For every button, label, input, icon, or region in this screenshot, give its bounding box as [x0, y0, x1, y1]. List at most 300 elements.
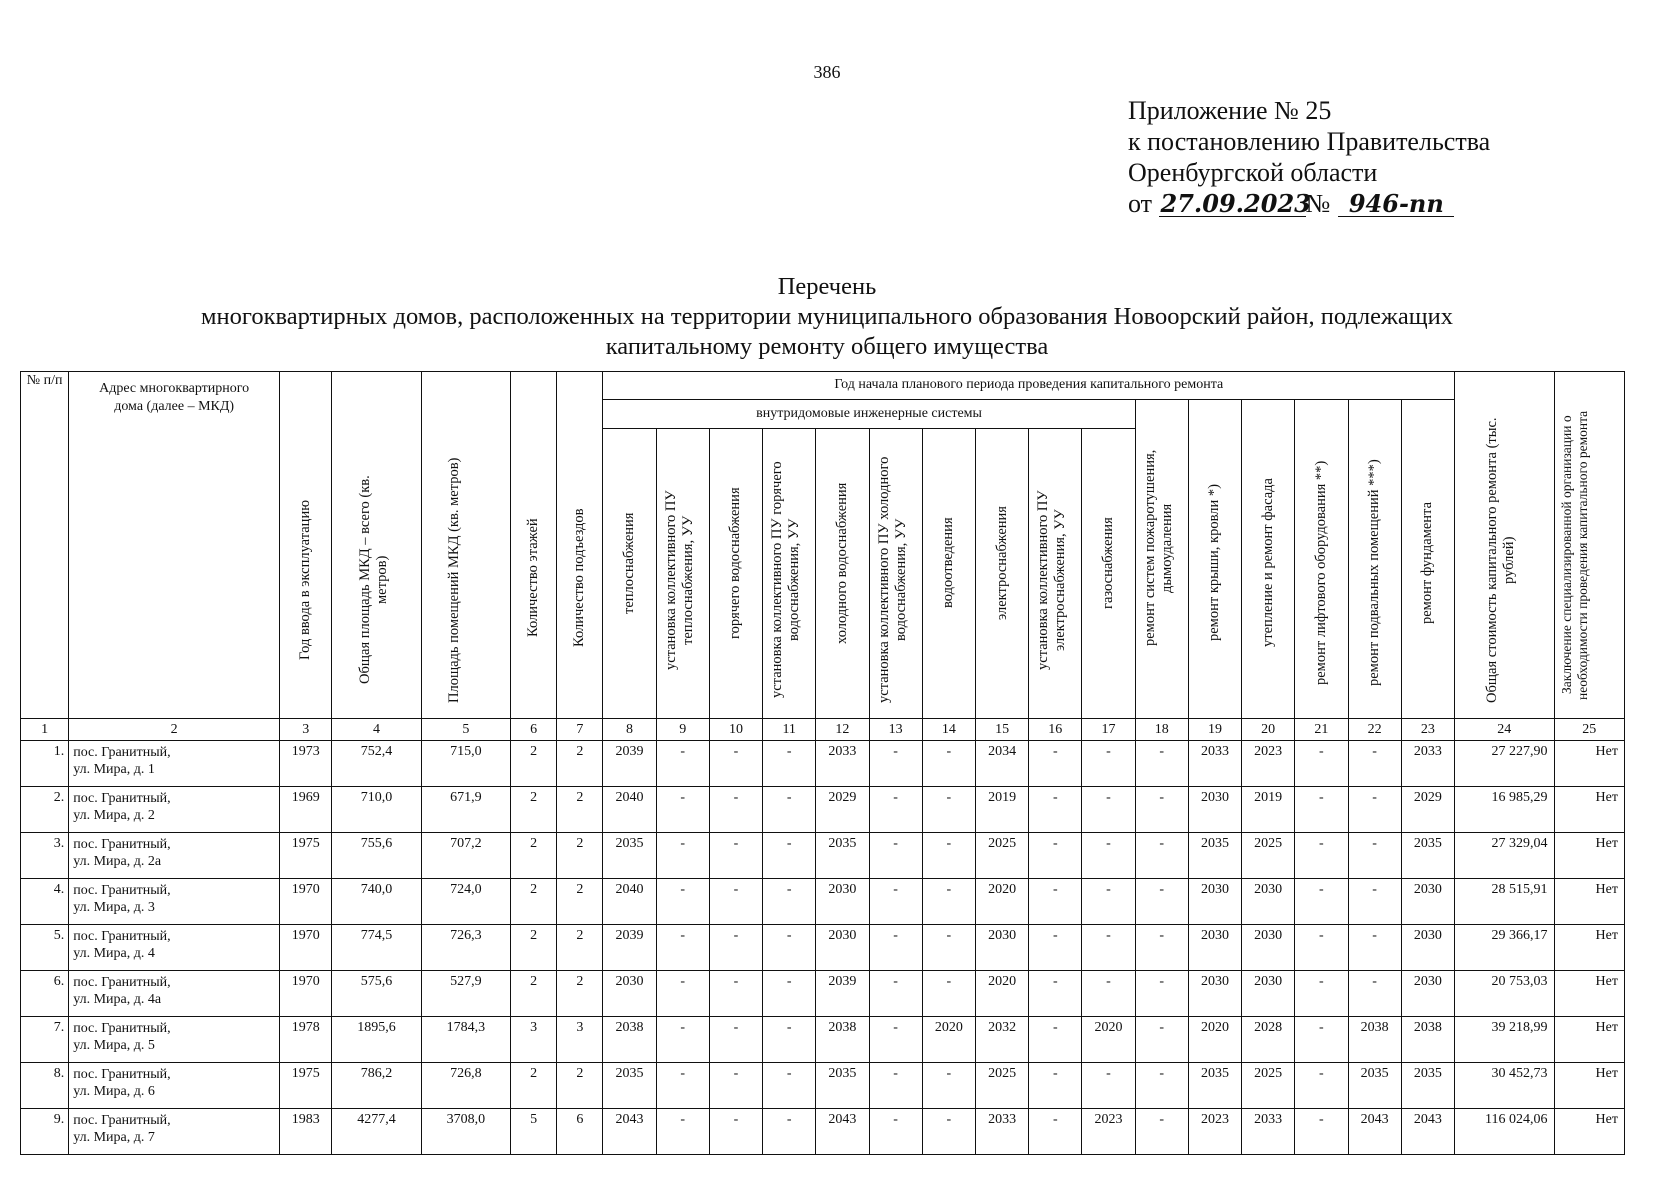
header-engineering-group: внутридомовые инженерные системы	[603, 400, 1135, 429]
table-cell: 2	[557, 833, 603, 879]
row-number: 2.	[21, 787, 69, 833]
table-cell: 2038	[603, 1017, 656, 1063]
table-cell: 2029	[1401, 787, 1454, 833]
column-number: 15	[975, 719, 1028, 741]
table-cell: -	[763, 971, 816, 1017]
appendix-block	[1128, 95, 1490, 219]
table-cell: 1970	[280, 971, 332, 1017]
table-cell: 1975	[280, 833, 332, 879]
table-cell: -	[1029, 787, 1082, 833]
table-cell: -	[709, 1109, 762, 1155]
column-number: 25	[1554, 719, 1624, 741]
table-cell: 2	[557, 879, 603, 925]
address-cell	[69, 879, 280, 925]
title-line-1: Перечень	[777, 273, 877, 300]
table-cell: 116 024,06	[1455, 1109, 1554, 1155]
table-cell: -	[1029, 1063, 1082, 1109]
header-col-20: утепление и ремонт фасада	[1259, 478, 1276, 648]
table-cell: 1970	[280, 925, 332, 971]
table-cell: 2	[557, 925, 603, 971]
column-number: 13	[869, 719, 922, 741]
address-cell	[69, 1063, 280, 1109]
table-cell: -	[922, 1109, 975, 1155]
appendix-line-2: к постановлению Правительства	[1128, 127, 1491, 156]
table-cell: -	[1295, 741, 1348, 787]
table-cell: 2043	[1348, 1109, 1401, 1155]
table-cell: -	[1029, 741, 1082, 787]
header-num: № п/п	[21, 372, 69, 719]
table-cell: 2035	[1348, 1063, 1401, 1109]
address-cell	[69, 971, 280, 1017]
table-cell: 2035	[1401, 833, 1454, 879]
table-cell: 710,0	[332, 787, 421, 833]
table-cell: -	[869, 1063, 922, 1109]
table-cell: 2029	[816, 787, 869, 833]
column-number: 24	[1455, 719, 1554, 741]
address-cell	[69, 787, 280, 833]
document-title	[60, 272, 1594, 362]
table-cell: 2034	[975, 741, 1028, 787]
table-cell: -	[709, 741, 762, 787]
table-cell: -	[1135, 925, 1188, 971]
table-row	[21, 971, 1625, 1017]
row-number: 9.	[21, 1109, 69, 1155]
table-cell: 2025	[975, 833, 1028, 879]
table-cell: -	[1135, 833, 1188, 879]
address-street: ул. Мира, д. 2	[73, 808, 155, 823]
table-cell: -	[1135, 1109, 1188, 1155]
header-col-18: ремонт систем пожаротушения, дымоудаления	[1141, 449, 1175, 647]
table-cell: -	[709, 833, 762, 879]
table-body	[21, 741, 1625, 1155]
table-row	[21, 1063, 1625, 1109]
table-cell: 2033	[1242, 1109, 1295, 1155]
table-cell: Нет	[1554, 833, 1624, 879]
table-cell: -	[1348, 741, 1401, 787]
table-cell: -	[1135, 1063, 1188, 1109]
table-cell: 2	[557, 971, 603, 1017]
table-cell: Нет	[1554, 741, 1624, 787]
table-row	[21, 1017, 1625, 1063]
column-number: 20	[1242, 719, 1295, 741]
column-numbers-row	[21, 719, 1625, 741]
table-cell: Нет	[1554, 1017, 1624, 1063]
table-cell: 2	[511, 787, 557, 833]
table-cell: -	[1135, 879, 1188, 925]
table-cell: -	[656, 1063, 709, 1109]
row-number: 7.	[21, 1017, 69, 1063]
table-cell: -	[709, 787, 762, 833]
table-cell: 2030	[816, 925, 869, 971]
table-cell: -	[1082, 879, 1135, 925]
table-cell: -	[656, 741, 709, 787]
table-cell: 2035	[1188, 1063, 1241, 1109]
table-cell: -	[656, 925, 709, 971]
column-number: 22	[1348, 719, 1401, 741]
table-cell: 2030	[1242, 925, 1295, 971]
table-cell: 2030	[1188, 971, 1241, 1017]
table-cell: 724,0	[421, 879, 510, 925]
table-cell: 1895,6	[332, 1017, 421, 1063]
table-cell: -	[1295, 1063, 1348, 1109]
address-street: ул. Мира, д. 7	[73, 1130, 155, 1145]
header-col-13: установка коллективного ПУ холодного водоснабжения, УУ	[875, 456, 909, 704]
table-cell: -	[1082, 1063, 1135, 1109]
address-settlement: пос. Гранитный,	[73, 837, 171, 852]
column-number: 8	[603, 719, 656, 741]
column-number: 12	[816, 719, 869, 741]
table-cell: 575,6	[332, 971, 421, 1017]
from-label: от	[1128, 189, 1153, 218]
table-cell: 2030	[1242, 971, 1295, 1017]
table-cell: 2038	[1401, 1017, 1454, 1063]
table-cell: 1969	[280, 787, 332, 833]
header-col-14: водоотведения	[940, 517, 957, 609]
table-cell: 2030	[816, 879, 869, 925]
row-number: 6.	[21, 971, 69, 1017]
table-cell: Нет	[1554, 879, 1624, 925]
address-street: ул. Мира, д. 4	[73, 946, 155, 961]
table-cell: -	[656, 1017, 709, 1063]
table-cell: 2030	[1242, 879, 1295, 925]
table-cell: 2030	[975, 925, 1028, 971]
table-cell: 1784,3	[421, 1017, 510, 1063]
table-cell: -	[1348, 925, 1401, 971]
table-cell: -	[1082, 833, 1135, 879]
table-cell: -	[922, 925, 975, 971]
table-cell: 2038	[1348, 1017, 1401, 1063]
address-street: ул. Мира, д. 1	[73, 762, 155, 777]
address-cell	[69, 1109, 280, 1155]
table-cell: 2033	[1401, 741, 1454, 787]
table-cell: -	[763, 1063, 816, 1109]
table-cell: -	[709, 971, 762, 1017]
column-number: 18	[1135, 719, 1188, 741]
header-col-10: горячего водоснабжения	[727, 487, 744, 639]
header-year: Год ввода в эксплуатацию	[297, 499, 314, 661]
address-settlement: пос. Гранитный,	[73, 1067, 171, 1082]
title-line-2: многоквартирных домов, расположенных на территории муниципального образования Новоорский район, подлежащих	[201, 303, 1453, 330]
table-cell: 2043	[1401, 1109, 1454, 1155]
address-street: ул. Мира, д. 3	[73, 900, 155, 915]
table-cell: -	[1295, 1109, 1348, 1155]
header-col-21: ремонт лифтового оборудования **)	[1312, 460, 1329, 685]
table-cell: 2030	[1188, 787, 1241, 833]
table-cell: 1975	[280, 1063, 332, 1109]
table-cell: -	[763, 741, 816, 787]
table-cell: 2035	[1401, 1063, 1454, 1109]
table-cell: 2	[511, 971, 557, 1017]
table-cell: 726,3	[421, 925, 510, 971]
table-cell: -	[922, 1063, 975, 1109]
table-cell: 2	[511, 925, 557, 971]
table-row	[21, 741, 1625, 787]
table-cell: 3	[557, 1017, 603, 1063]
table-cell: 30 452,73	[1455, 1063, 1554, 1109]
table-cell: 3	[511, 1017, 557, 1063]
header-col-16: установка коллективного ПУ электроснабжения, УУ	[1035, 490, 1069, 670]
address-settlement: пос. Гранитный,	[73, 929, 171, 944]
table-cell: -	[656, 879, 709, 925]
table-row	[21, 879, 1625, 925]
row-number: 4.	[21, 879, 69, 925]
header-total-area: Общая площадь МКД – всего (кв. метров)	[356, 475, 390, 685]
column-number: 11	[763, 719, 816, 741]
column-number: 1	[21, 719, 69, 741]
header-entrances: Количество подъездов	[571, 508, 588, 648]
address-cell	[69, 833, 280, 879]
table-cell: 2033	[816, 741, 869, 787]
table-cell: 2040	[603, 879, 656, 925]
table-cell: 2039	[603, 925, 656, 971]
header-address: Адрес многоквартирного дома (далее – МКД)	[69, 372, 280, 719]
table-cell: -	[1295, 1017, 1348, 1063]
page-number: 386	[813, 62, 841, 82]
handwritten-number: 946-пп	[1338, 192, 1454, 217]
header-cost: Общая стоимость капитального ремонта (тыс. рублей)	[1484, 417, 1518, 703]
table-cell: 6	[557, 1109, 603, 1155]
table-cell: -	[1082, 787, 1135, 833]
table-cell: 2035	[603, 1063, 656, 1109]
address-settlement: пос. Гранитный,	[73, 745, 171, 760]
table-cell: -	[763, 787, 816, 833]
appendix-line-4	[1128, 188, 1490, 219]
table-cell: 2023	[1242, 741, 1295, 787]
column-number: 9	[656, 719, 709, 741]
table-cell: 3708,0	[421, 1109, 510, 1155]
table-cell: Нет	[1554, 787, 1624, 833]
table-cell: 755,6	[332, 833, 421, 879]
table-cell: 1970	[280, 879, 332, 925]
table-cell: 27 227,90	[1455, 741, 1554, 787]
table-cell: -	[922, 879, 975, 925]
column-number: 23	[1401, 719, 1454, 741]
table-cell: 2020	[1082, 1017, 1135, 1063]
header-col-19: ремонт крыши, кровли *)	[1206, 484, 1223, 642]
table-cell: -	[1348, 879, 1401, 925]
header-plan-group: Год начала планового периода проведения капитального ремонта	[603, 372, 1455, 400]
address-settlement: пос. Гранитный,	[73, 883, 171, 898]
column-number: 14	[922, 719, 975, 741]
header-col-17: газоснабжения	[1100, 517, 1117, 609]
table-cell: -	[869, 787, 922, 833]
table-cell: -	[1029, 971, 1082, 1017]
table-cell: -	[656, 1109, 709, 1155]
table-cell: 2025	[1242, 1063, 1295, 1109]
table-cell: 2028	[1242, 1017, 1295, 1063]
table-cell: 2030	[1401, 879, 1454, 925]
column-number-row	[21, 719, 1625, 741]
table-cell: 5	[511, 1109, 557, 1155]
address-street: ул. Мира, д. 2а	[73, 854, 162, 869]
table-cell: -	[709, 1063, 762, 1109]
header-col-8: теплоснабжения	[621, 512, 638, 614]
table-cell: 39 218,99	[1455, 1017, 1554, 1063]
table-cell: 2	[511, 741, 557, 787]
table-cell: 2030	[1401, 925, 1454, 971]
table-cell: 2035	[1188, 833, 1241, 879]
column-number: 19	[1188, 719, 1241, 741]
table-cell: -	[869, 925, 922, 971]
address-street: ул. Мира, д. 5	[73, 1038, 155, 1053]
column-number: 7	[557, 719, 603, 741]
column-number: 21	[1295, 719, 1348, 741]
table-cell: -	[763, 1017, 816, 1063]
table-cell: 2	[557, 1063, 603, 1109]
table-cell: -	[763, 1109, 816, 1155]
table-cell: -	[869, 741, 922, 787]
header-col-23: ремонт фундамента	[1419, 502, 1436, 625]
table-cell: Нет	[1554, 925, 1624, 971]
table-cell: 27 329,04	[1455, 833, 1554, 879]
address-cell	[69, 1017, 280, 1063]
table-cell: 16 985,29	[1455, 787, 1554, 833]
table-cell: 2039	[603, 741, 656, 787]
table-cell: 2032	[975, 1017, 1028, 1063]
table-cell: 2023	[1188, 1109, 1241, 1155]
table-cell: -	[763, 925, 816, 971]
table-cell: 2020	[975, 971, 1028, 1017]
table-row	[21, 1109, 1625, 1155]
header-col-9: установка коллективного ПУ теплоснабжения, УУ	[662, 490, 696, 670]
table-cell: 740,0	[332, 879, 421, 925]
table-cell: 2025	[975, 1063, 1028, 1109]
header-floors: Количество этажей	[525, 518, 542, 638]
row-number: 5.	[21, 925, 69, 971]
table-cell: Нет	[1554, 1063, 1624, 1109]
table-cell: -	[1029, 1109, 1082, 1155]
table-cell: -	[656, 971, 709, 1017]
table-cell: 752,4	[332, 741, 421, 787]
table-cell: 2030	[603, 971, 656, 1017]
table-cell: -	[1295, 971, 1348, 1017]
appendix-line-3: Оренбургской области	[1128, 158, 1378, 187]
header-premises-area: Площадь помещений МКД (кв. метров)	[445, 457, 462, 703]
table-cell: 20 753,03	[1455, 971, 1554, 1017]
header-col-15: электроснабжения	[993, 506, 1010, 620]
table-cell: -	[1029, 925, 1082, 971]
table-cell: 2038	[816, 1017, 869, 1063]
column-number: 2	[69, 719, 280, 741]
table-cell: -	[709, 925, 762, 971]
table-cell: 707,2	[421, 833, 510, 879]
header-col-11: установка коллективного ПУ горячего водоснабжения, УУ	[769, 461, 803, 699]
table-cell: -	[1135, 741, 1188, 787]
table-cell: 2040	[603, 787, 656, 833]
table-cell: 715,0	[421, 741, 510, 787]
table-cell: 786,2	[332, 1063, 421, 1109]
table-cell: 2023	[1082, 1109, 1135, 1155]
table-cell: 2019	[975, 787, 1028, 833]
table-cell: 2030	[1188, 879, 1241, 925]
table-cell: 29 366,17	[1455, 925, 1554, 971]
address-settlement: пос. Гранитный,	[73, 791, 171, 806]
table-cell: 2035	[816, 1063, 869, 1109]
table-cell: -	[869, 1109, 922, 1155]
row-number: 8.	[21, 1063, 69, 1109]
header-col-22: ремонт подвальных помещений ***)	[1366, 459, 1383, 686]
table-cell: 2035	[603, 833, 656, 879]
table-cell: -	[1135, 971, 1188, 1017]
table-cell: -	[1135, 787, 1188, 833]
table-cell: -	[1082, 925, 1135, 971]
table-row	[21, 833, 1625, 879]
table-cell: 2033	[1188, 741, 1241, 787]
table-cell: -	[1135, 1017, 1188, 1063]
table-cell: -	[1348, 971, 1401, 1017]
column-number: 10	[709, 719, 762, 741]
table-cell: 527,9	[421, 971, 510, 1017]
table-cell: 2019	[1242, 787, 1295, 833]
table-cell: 2	[557, 787, 603, 833]
table-cell: 2025	[1242, 833, 1295, 879]
table-row	[21, 925, 1625, 971]
column-number: 16	[1029, 719, 1082, 741]
table-cell: 2030	[1188, 925, 1241, 971]
table-cell: -	[1082, 971, 1135, 1017]
table-cell: 28 515,91	[1455, 879, 1554, 925]
table-cell: 2030	[1401, 971, 1454, 1017]
table-cell: 1978	[280, 1017, 332, 1063]
table-cell: 2043	[816, 1109, 869, 1155]
table-cell: -	[869, 833, 922, 879]
column-number: 4	[332, 719, 421, 741]
table-cell: -	[709, 879, 762, 925]
table-cell: -	[763, 833, 816, 879]
table-cell: 2	[511, 833, 557, 879]
table-cell: -	[1348, 787, 1401, 833]
column-number: 17	[1082, 719, 1135, 741]
table-cell: 671,9	[421, 787, 510, 833]
table-cell: 2033	[975, 1109, 1028, 1155]
table-cell: Нет	[1554, 1109, 1624, 1155]
table-cell: -	[922, 971, 975, 1017]
title-line-3: капитальному ремонту общего имущества	[605, 333, 1049, 360]
address-settlement: пос. Гранитный,	[73, 1113, 171, 1128]
table-cell: 2020	[975, 879, 1028, 925]
table-cell: 2	[511, 1063, 557, 1109]
table-cell: 2020	[922, 1017, 975, 1063]
table-cell: -	[1295, 833, 1348, 879]
address-street: ул. Мира, д. 6	[73, 1084, 155, 1099]
column-number: 5	[421, 719, 510, 741]
address-street: ул. Мира, д. 4а	[73, 992, 162, 1007]
number-label: №	[1305, 189, 1331, 218]
table-cell: -	[1295, 925, 1348, 971]
table-cell: -	[1082, 741, 1135, 787]
table-cell: -	[869, 879, 922, 925]
column-number: 6	[511, 719, 557, 741]
table-cell: 2020	[1188, 1017, 1241, 1063]
table-cell: 2	[511, 879, 557, 925]
header-col-12: холодного водоснабжения	[833, 482, 850, 644]
handwritten-date: 27.09.2023	[1160, 189, 1311, 218]
address-cell	[69, 925, 280, 971]
table-cell: -	[922, 741, 975, 787]
address-settlement: пос. Гранитный,	[73, 975, 171, 990]
table-cell: -	[1029, 1017, 1082, 1063]
header-conclusion: Заключение специализированной организации о необходимости проведения капитального ремонта	[1559, 410, 1591, 700]
appendix-line-1: Приложение № 25	[1128, 96, 1332, 125]
row-number: 3.	[21, 833, 69, 879]
table-cell: -	[763, 879, 816, 925]
table-cell: -	[1029, 833, 1082, 879]
table-cell: -	[869, 971, 922, 1017]
table-cell: 4277,4	[332, 1109, 421, 1155]
table-cell: 726,8	[421, 1063, 510, 1109]
table-row	[21, 787, 1625, 833]
table-cell: -	[709, 1017, 762, 1063]
